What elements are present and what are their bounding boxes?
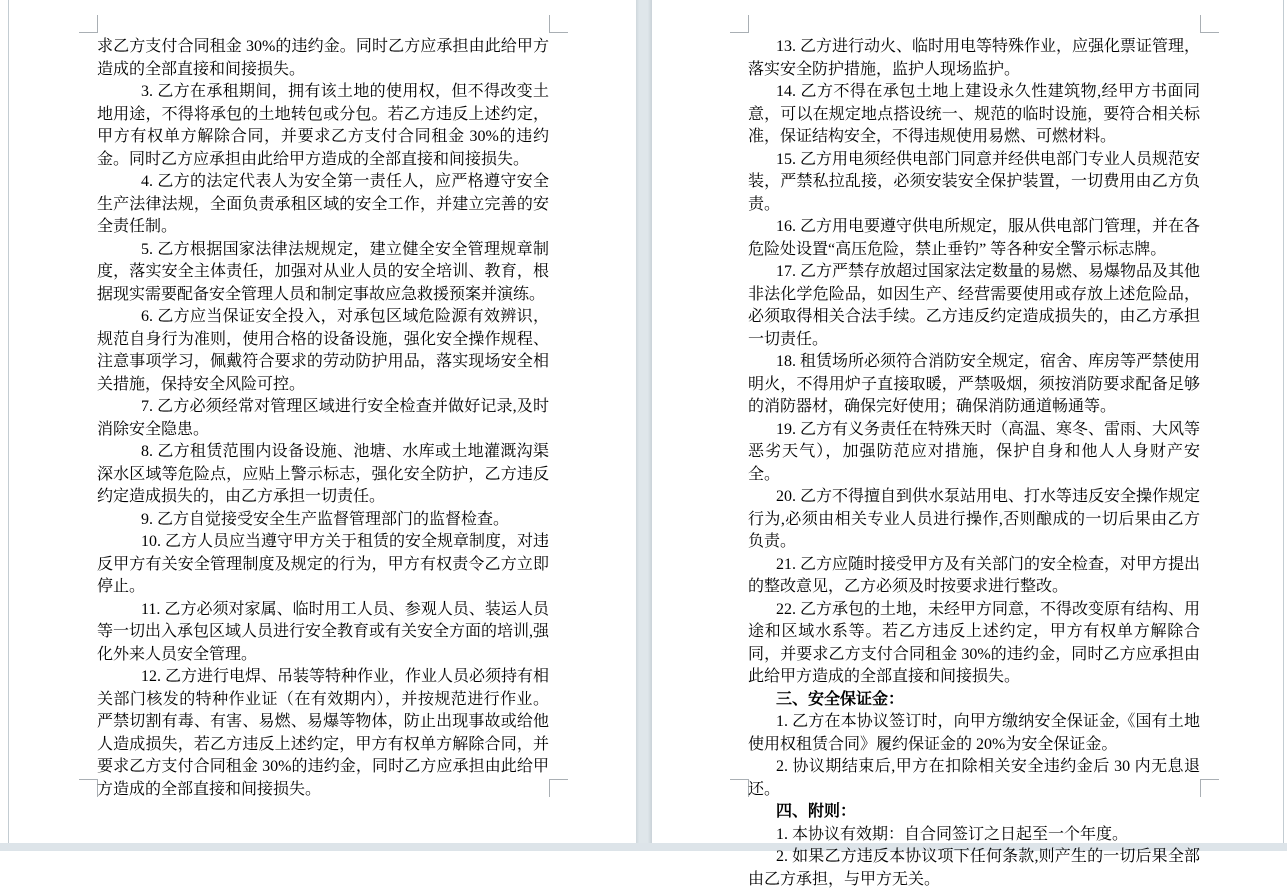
paragraph[interactable]: 13. 乙方进行动火、临时用电等特殊作业，应强化票证管理，落实安全防护措施，监护人现场监护。 (748, 38, 1201, 78)
paragraph[interactable]: 3. 乙方在承租期间，拥有该土地的使用权，但不得改变土地用途，不得将承包的土地转包或分包。若乙方违反上述约定，甲方有权单方解除合同，并要求乙方支付合同租金 30%的违约金。同时乙方应承担由此给甲方造成的全部直接和间接损失。 (97, 83, 549, 168)
paragraph[interactable]: 10. 乙方人员应当遵守甲方关于租赁的安全规章制度，对违反甲方有关安全管理制度及规定的行为，甲方有权责令乙方立即停止。 (97, 533, 550, 595)
paragraph[interactable]: 22. 乙方承包的土地，未经甲方同意，不得改变原有结构、用途和区域水系等。若乙方违反上述约定，甲方有权单方解除合同，并要求乙方支付合同租金 30%的违约金，同时乙方应承担由此给甲方造成的全部直接和间接损失。 (748, 600, 1201, 685)
paragraph[interactable]: 21. 乙方应随时接受甲方及有关部门的安全检查，对甲方提出的整改意见，乙方必须及时按要求进行整改。 (748, 555, 1201, 595)
paragraph[interactable]: 17. 乙方严禁存放超过国家法定数量的易燃、易爆物品及其他非法化学危险品，如因生产、经营需要使用或存放上述危险品，必须取得相关合法手续。乙方违反约定造成损失的，由乙方承担一切责任。 (748, 263, 1201, 348)
page-text-area[interactable] (97, 36, 549, 801)
crop-mark-top-right (1200, 15, 1219, 33)
paragraph[interactable]: 4. 乙方的法定代表人为安全第一责任人，应严格遵守安全生产法律法规，全面负责承租区域的安全工作，并建立完善的安全责任制。 (97, 173, 549, 235)
paragraph[interactable]: 15. 乙方用电须经供电部门同意并经供电部门专业人员规范安装，严禁私拉乱接，必须安装安全保护装置，一切费用由乙方负责。 (748, 150, 1201, 213)
page-gap (635, 0, 652, 851)
paragraph[interactable]: 1. 乙方在本协议签订时，向甲方缴纳安全保证金,《国有土地使用权租赁合同》履约保证金的 20%为安全保证金。 (748, 713, 1200, 753)
crop-mark-bottom-left (730, 779, 749, 797)
paragraph[interactable]: 7. 乙方必须经常对管理区域进行安全检查并做好记录,及时消除安全隐患。 (97, 398, 549, 438)
paragraph[interactable]: 20. 乙方不得擅自到供水泵站用电、打水等违反安全操作规定行为,必须由相关专业人员进行操作,否则酿成的一切后果由乙方负责。 (748, 488, 1201, 550)
paragraph[interactable]: 求乙方支付合同租金 30%的违约金。同时乙方应承担由此给甲方造成的全部直接和间接损失。 (97, 38, 549, 78)
crop-mark-top-right (549, 15, 568, 33)
paragraph[interactable]: 19. 乙方有义务责任在特殊天时（高温、寒冬、雷雨、大风等恶劣天气），加强防范应对措施，保护自身和他人人身财产安全。 (748, 420, 1201, 483)
paragraph[interactable]: 18. 租赁场所必须符合消防安全规定，宿舍、库房等严禁使用明火，不得用炉子直接取暖，严禁吸烟，须按消防要求配备足够的消防器材，确保完好使用；确保消防通道畅通等。 (748, 353, 1201, 415)
paragraph[interactable]: 8. 乙方租赁范围内设备设施、池塘、水库或土地灌溉沟渠深水区域等危险点，应贴上警示标志，强化安全防护，乙方违反约定造成损失的，由乙方承担一切责任。 (97, 443, 549, 505)
paragraph[interactable]: 11. 乙方必须对家属、临时用工人员、参观人员、装运人员等一切出入承包区域人员进行安全教育或有关安全方面的培训,强化外来人员安全管理。 (97, 600, 550, 663)
document-page-right (652, 0, 1284, 888)
crop-mark-top-left (79, 15, 98, 33)
section-heading[interactable]: 三、安全保证金： (776, 690, 905, 708)
paragraph[interactable]: 16. 乙方用电要遵守供电所规定，服从供电部门管理，并在各危险处设置“高压危险，禁止垂钓” 等各种安全警示标志牌。 (748, 218, 1201, 258)
paragraph[interactable]: 5. 乙方根据国家法律法规规定，建立健全安全管理规章制度，落实安全主体责任，加强对从业人员的安全培训、教育，根据现实需要配备安全管理人员和制定事故应急救援预案并演练。 (97, 240, 549, 303)
paragraph[interactable]: 1. 本协议有效期：自合同签订之日起至一个年度。 (776, 825, 1129, 843)
document-page-left (8, 0, 636, 843)
section-heading[interactable]: 四、附则： (776, 803, 857, 820)
paragraph[interactable]: 9. 乙方自觉接受安全生产监督管理部门的监督检查。 (141, 510, 510, 528)
crop-mark-bottom-right (1200, 779, 1219, 797)
crop-mark-top-left (730, 15, 749, 33)
paragraph[interactable]: 14. 乙方不得在承包土地上建设永久性建筑物,经甲方书面同意，可以在规定地点搭设统一、规范的临时设施，要符合相关标准，保证结构安全，不得违规使用易燃、可燃材料。 (748, 83, 1200, 145)
crop-mark-bottom-right (549, 779, 568, 797)
crop-mark-bottom-left (79, 779, 98, 797)
paragraph[interactable]: 2. 协议期结束后,甲方在扣除相关安全违约金后 30 内无息退还。 (748, 758, 1200, 798)
page-text-area[interactable] (748, 36, 1200, 891)
paragraph[interactable]: 12. 乙方进行电焊、吊装等特种作业，作业人员必须持有相关部门核发的特种作业证（在有效期内），并按规范进行作业。严禁切割有毒、有害、易燃、易爆等物体，防止出现事故或给他人造成损失，若乙方违反上述约定，甲方有权单方解除合同，并要求乙方支付合同租金 30%的违约金，同时乙方应承担由此给甲方造成的全部直接和间接损失。 (97, 668, 550, 798)
paragraph[interactable]: 2. 如果乙方违反本协议项下任何条款,则产生的一切后果全部由乙方承担，与甲方无关。 (748, 848, 1200, 888)
paragraph[interactable]: 6. 乙方应当保证安全投入，对承包区域危险源有效辨识，规范自身行为准则，使用合格的设备设施，强化安全操作规程、注意事项学习，佩戴符合要求的劳动防护用品，落实现场安全相关措施，保持安全风险可控。 (97, 308, 549, 393)
